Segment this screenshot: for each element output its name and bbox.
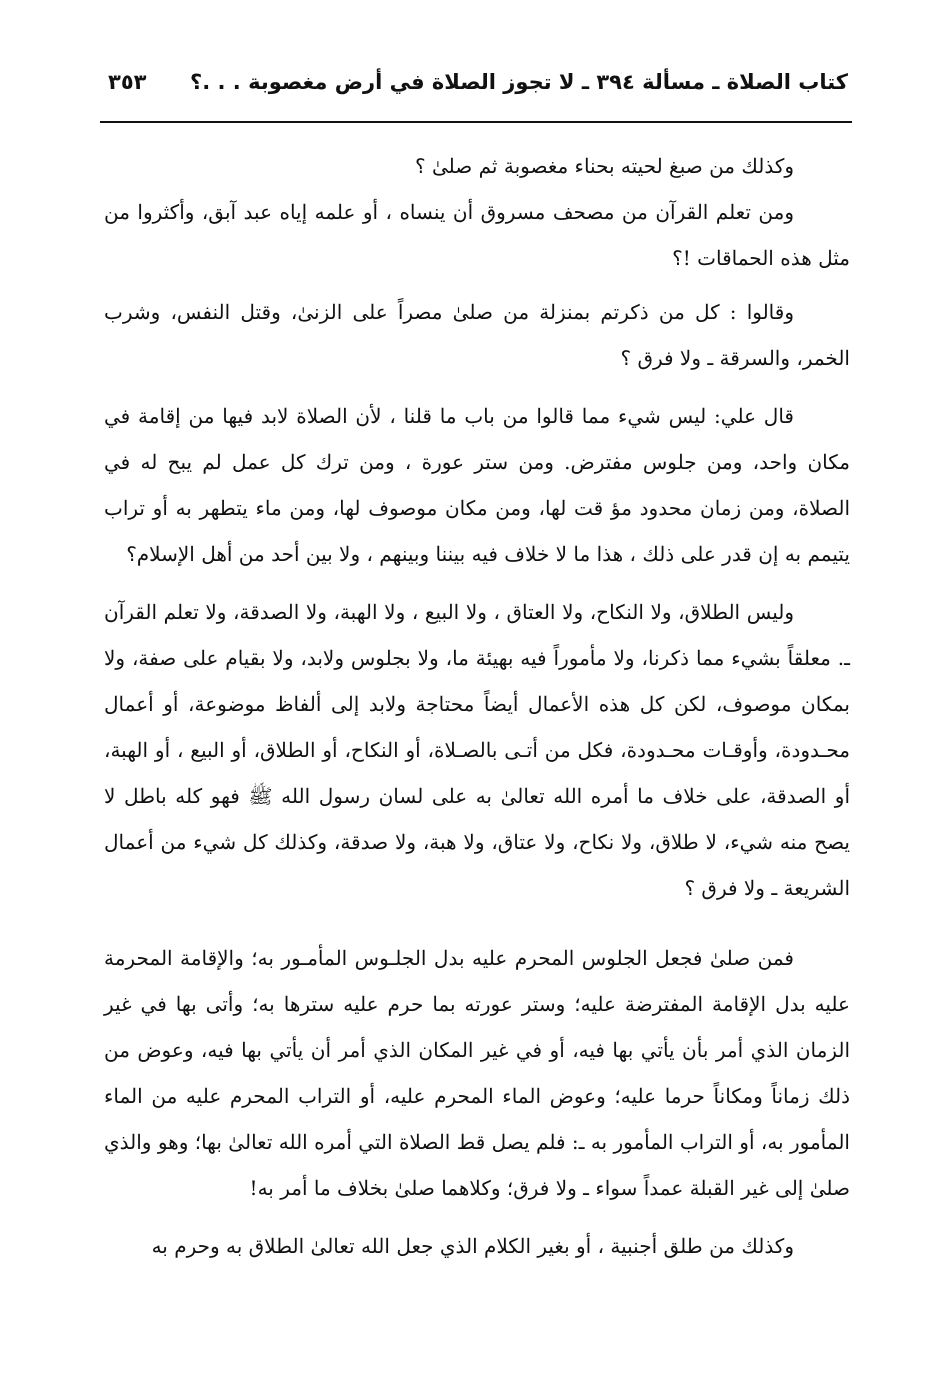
paragraph: فمن صلىٰ فجعل الجلوس المحرم عليه بدل الجلـوس المأمـور به؛ والإقامة المحرمة عليه بدل الإقامة المفترضة عليه؛ وستر عورته بما حرم عليه سترها به؛ وأتى بها في غير الزمان الذي أمر بأن يأتي بها فيه، أو في غير المكان الذي أمر أن يأتي بها فيه، وعوض من ذلك زماناً ومكاناً حرما عليه؛ وعوض الماء المحرم عليه، أو التراب المحرم عليه من الماء المأمور به، أو التراب المأمور به ـ: فلم يصل قط الصلاة التي أمره الله تعالىٰ بها؛ وهو والذي صلىٰ إلى غير القبلة عمداً سواء ـ ولا فرق؛ وكلاهما صلىٰ بخلاف ما أمر به! [104,946,850,1200]
page-header [108,62,848,114]
paragraph: ومن تعلم القرآن من مصحف مسروق أن ينساه ، أو علمه إياه عبد آبق، وأكثروا من مثل هذه الحماقات !؟ [104,200,850,270]
header-divider [100,121,852,123]
running-title: كتاب الصلاة ـ مسألة ٣٩٤ ـ لا تجوز الصلاة في أرض مغصوبة . . .؟ [190,70,848,94]
paragraph-gap [104,577,850,589]
paragraph: وقالوا : كل من ذكرتم بمنزلة من صلىٰ مصراً على الزنىٰ، وقتل النفس، وشرب الخمر، والسرقة ـ ولا فرق ؟ [104,300,850,370]
paragraph: قال علي: ليس شيء مما قالوا من باب ما قلنا ، لأن الصلاة لابد فيها من إقامة في مكان واحد، ومن جلوس مفترض. ومن ستر عورة ، ومن ترك كل عمل لم يبح له في الصلاة، ومن زمان محدود مؤ قت لها، ومن مكان موصوف لها، ومن ماء يتطهر به أو تراب يتيمم به إن قدر على ذلك ، هذا ما لا خلاف فيه بيننا وبينهم ، ولا بين أحد من أهل الإسلام؟ [104,404,850,566]
paragraph: وكذلك من طلق أجنبية ، أو بغير الكلام الذي جعل الله تعالىٰ الطلاق به وحرم به [151,1234,794,1258]
page-number: ٣٥٣ [108,70,147,94]
paragraph-gap [104,1211,850,1223]
paragraph: وليس الطلاق، ولا النكاح، ولا العتاق ، ولا البيع ، ولا الهبة، ولا الصدقة، ولا تعلم القرآن ـ. معلقاً بشيء مما ذكرنا، ولا مأموراً فيه بهيئة ما، ولا بجلوس ولابد، ولا بقيام على صفة، ولا بمكان موصوف، لكن كل هذه الأعمال أيضاً محتاجة ولابد إلى ألفاظ موضوعة، أو أعمال محـدودة، وأوقـات محـدودة، فكل من أتـى بالصـلاة، أو النكاح، أو الطلاق، أو البيع ، أو الهبة، أو الصدقة، على خلاف ما أمره الله تعالىٰ به على لسان رسول الله ﷺ فهو كله باطل لا يصح منه شيء، لا طلاق، ولا نكاح، ولا عتاق، ولا هبة، ولا صدقة، وكذلك كل شيء من أعمال الشريعة ـ ولا فرق ؟ [104,600,850,900]
paragraph-gap [104,281,850,289]
paragraph-gap [104,381,850,393]
paragraph: وكذلك من صبغ لحيته بحناء مغصوبة ثم صلىٰ ؟ [415,154,794,178]
paragraph-gap [104,911,850,935]
page-body [104,143,850,1269]
